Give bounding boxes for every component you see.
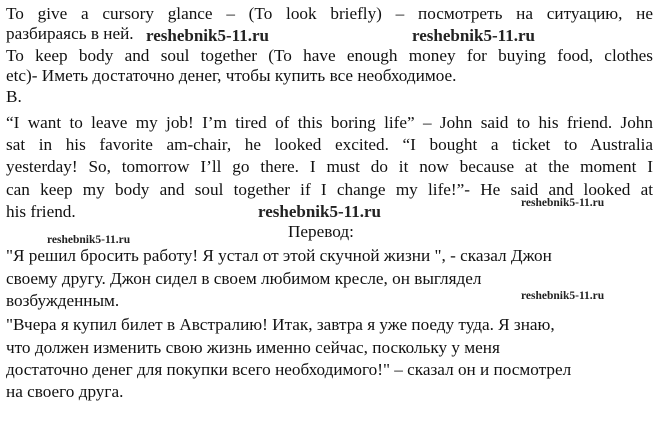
text-line-16: что должен изменить свою жизнь именно сейчас, поскольку у меня — [6, 338, 500, 357]
text-line-17: достаточно денег для покупки всего необходимого!" – сказал он и посмотрел — [6, 360, 572, 379]
text-line-13: своему другу. Джон сидел в своем любимом кресле, он выглядел — [6, 269, 482, 288]
text-line-12: "Я решил бросить работу! Я устал от этой скучной жизни ", - сказал Джон — [6, 246, 552, 265]
text-line-3: To keep body and soul together (To have enough money for buying food, clothes — [6, 46, 653, 65]
text-line-10: his friend. — [6, 202, 76, 221]
text-line-8: yesterday! So, tomorrow I’ll go there. I must do it now because at the moment I — [6, 157, 653, 176]
translation-heading: Перевод: — [288, 222, 354, 241]
text-line-18: на своего друга. — [6, 382, 124, 401]
section-label-b: B. — [6, 87, 22, 106]
watermark: reshebnik5-11.ru — [521, 290, 605, 302]
text-line-4: etc)- Иметь достаточно денег, чтобы купить все необходимое. — [6, 66, 457, 85]
text-line-2: разбираясь в ней. — [6, 24, 134, 43]
watermark: reshebnik5-11.ru — [412, 26, 535, 45]
text-line-14: возбужденным. — [6, 291, 120, 310]
watermark: reshebnik5-11.ru — [521, 197, 605, 209]
watermark: reshebnik5-11.ru — [258, 202, 381, 221]
text-line-15: "Вчера я купил билет в Австралию! Итак, завтра я уже поеду туда. Я знаю, — [6, 315, 555, 334]
text-line-9: can keep my body and soul together if I change my life!”- He said and looked at — [6, 180, 653, 199]
watermark: reshebnik5-11.ru — [146, 26, 269, 45]
text-line-7: sat in his favorite am-chair, he looked excited. “I bought a ticket to Australia — [6, 135, 653, 154]
watermark: reshebnik5-11.ru — [47, 234, 131, 246]
text-line-1: To give a cursory glance – (To look briefly) – посмотреть на ситуацию, не — [6, 4, 653, 23]
text-line-6: “I want to leave my job! I’m tired of this boring life” – John said to his friend. John — [6, 113, 653, 132]
